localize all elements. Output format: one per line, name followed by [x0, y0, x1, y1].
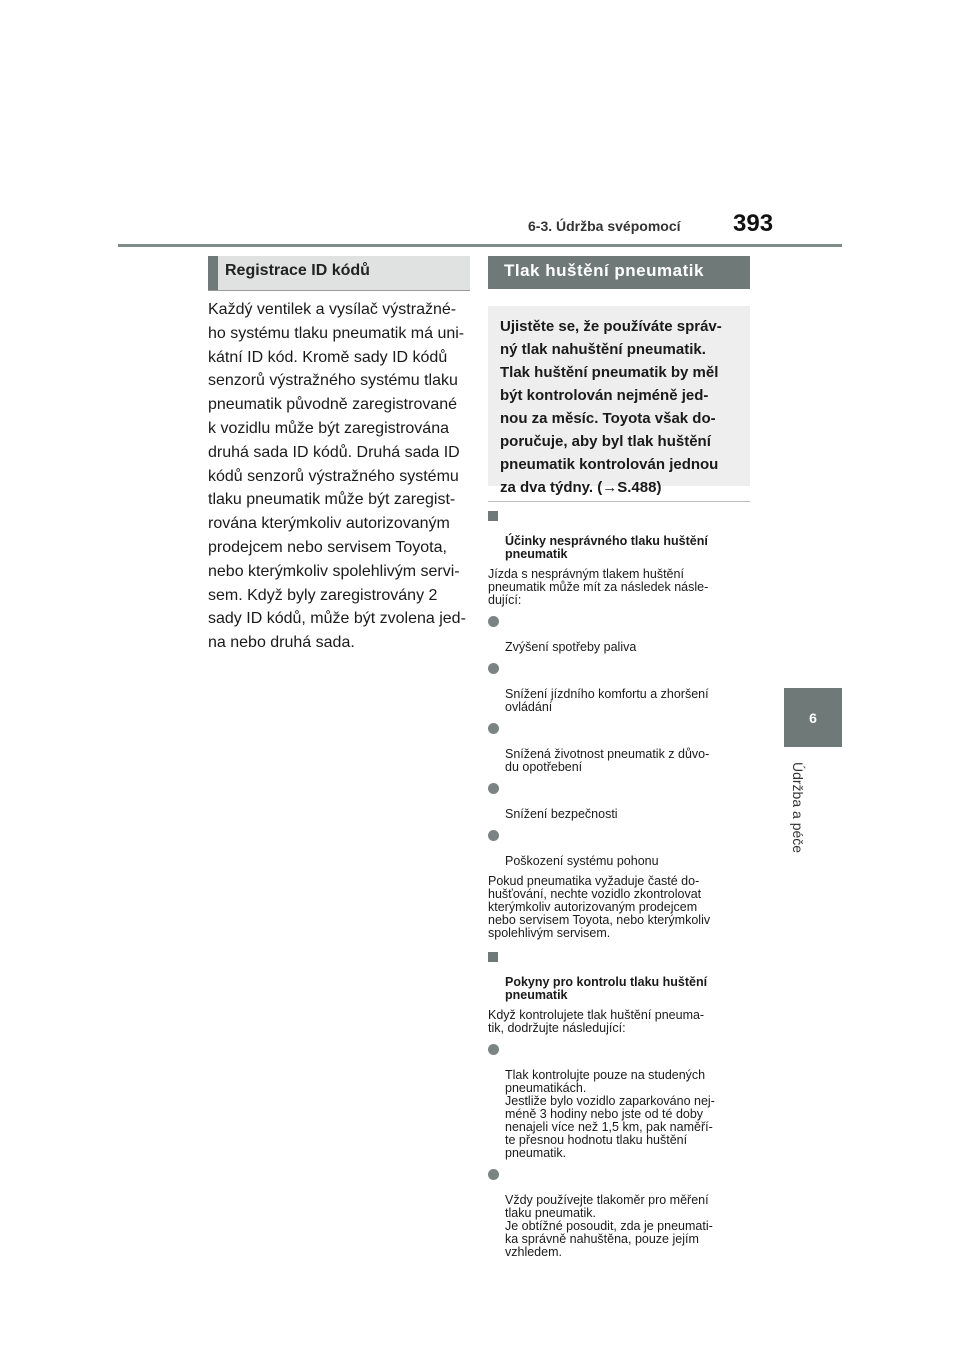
list-item-text: Snížená životnost pneumatik z důvo- du opotřebení: [505, 747, 710, 774]
subsection-heading-effects: [488, 509, 750, 561]
round-bullet-icon: [488, 1044, 499, 1055]
list-item: [488, 615, 750, 654]
list-item-text: Tlak kontrolujte pouze na studených pneumatikách. Jestliže bylo vozidlo zaparkováno nej- méně 3 hodiny nebo jste od té doby nenajeli více než 1,5 km, pak naměří- te přesnou hodnotu tlaku huštění pneumatik.: [505, 1068, 715, 1160]
list-item: [488, 662, 750, 714]
effects-closing-paragraph: Pokud pneumatika vyžaduje časté do- hušťování, nechte vozidlo zkontrolovat kterýmkoliv autorizovaným prodejcem nebo servisem Toyota, nebo kterýmkoliv spolehlivým servisem.: [488, 874, 711, 940]
subsection-heading-check-instructions: [488, 950, 750, 1002]
round-bullet-icon: [488, 723, 499, 734]
list-item-text: Vždy používejte tlakoměr pro měření tlaku pneumatik. Je obtížné posoudit, zda je pneumati- ka správně nahuštěna, pouze jejím vzhledem.: [505, 1193, 713, 1259]
chapter-title: 6-3. Údržba svépomocí: [528, 218, 681, 234]
list-item: [488, 722, 750, 774]
list-item: [488, 829, 750, 868]
list-item-text: Snížení bezpečnosti: [505, 807, 618, 821]
tire-pressure-intro-box: Ujistěte se, že používáte správ- ný tlak nahuštění pneumatik. Tlak huštění pneumatik by měl být kontrolován nejméně jed- nou za měsíc. Toyota však do- poručuje, aby byl tlak huštění pneumatik kontrolován jednou za dva týdny. (→S.488): [488, 306, 750, 486]
page-header: [0, 0, 960, 250]
section-divider: [488, 501, 750, 502]
list-item: [488, 1043, 750, 1160]
list-item-text: Zvýšení spotřeby paliva: [505, 640, 637, 654]
list-item-text: Snížení jízdního komfortu a zhoršení ovládání: [505, 687, 709, 714]
round-bullet-icon: [488, 616, 499, 627]
round-bullet-icon: [488, 1169, 499, 1180]
list-item: [488, 782, 750, 821]
section-heading-label: Registrace ID kódů: [225, 262, 370, 279]
chapter-tab-number: 6: [809, 709, 817, 726]
section-heading-tire-pressure: Tlak huštění pneumatik: [488, 256, 750, 289]
round-bullet-icon: [488, 783, 499, 794]
square-bullet-icon: [488, 511, 498, 521]
square-bullet-icon: [488, 952, 498, 962]
page-number: 393: [733, 210, 774, 237]
subsection-title: Pokyny pro kontrolu tlaku huštění pneumatik: [505, 975, 708, 1002]
round-bullet-icon: [488, 830, 499, 841]
subsection-title: Účinky nesprávného tlaku huštění pneumatik: [505, 534, 708, 561]
header-divider: [118, 244, 842, 247]
list-item-text: Poškození systému pohonu: [505, 854, 659, 868]
heading-accent-bar: [208, 256, 218, 290]
round-bullet-icon: [488, 663, 499, 674]
chapter-tab[interactable]: [784, 688, 842, 747]
effects-lead-paragraph: Jízda s nesprávným tlakem huštění pneumatik může mít za následek násle- dující:: [488, 567, 709, 607]
right-column: [488, 256, 750, 1259]
section-heading-id-codes: [208, 256, 470, 291]
chapter-tab-label: Údržba a péče: [790, 762, 806, 854]
left-column: [208, 256, 470, 655]
id-codes-paragraph: Každý ventilek a vysílač výstražné- ho systému tlaku pneumatik má uni- kátní ID kód. Kromě sady ID kódů senzorů výstražného systému tlaku pneumatik původně zaregistrované k vozidlu může být zaregistrována druhá sada ID kódů. Druhá sada ID kódů senzorů výstražného systému tlaku pneumatik může být zaregist- rována kterýmkoliv autorizovaným prodejcem nebo servisem Toyota, nebo kterýmkoliv spolehlivým servi- sem. Když byly zaregistrovány 2 sady ID kódů, může být zvolena jed- na nebo druhá sada.: [208, 301, 466, 652]
instructions-lead-paragraph: Když kontrolujete tlak huštění pneuma- tik, dodržujte následující:: [488, 1008, 705, 1035]
list-item: [488, 1168, 750, 1259]
